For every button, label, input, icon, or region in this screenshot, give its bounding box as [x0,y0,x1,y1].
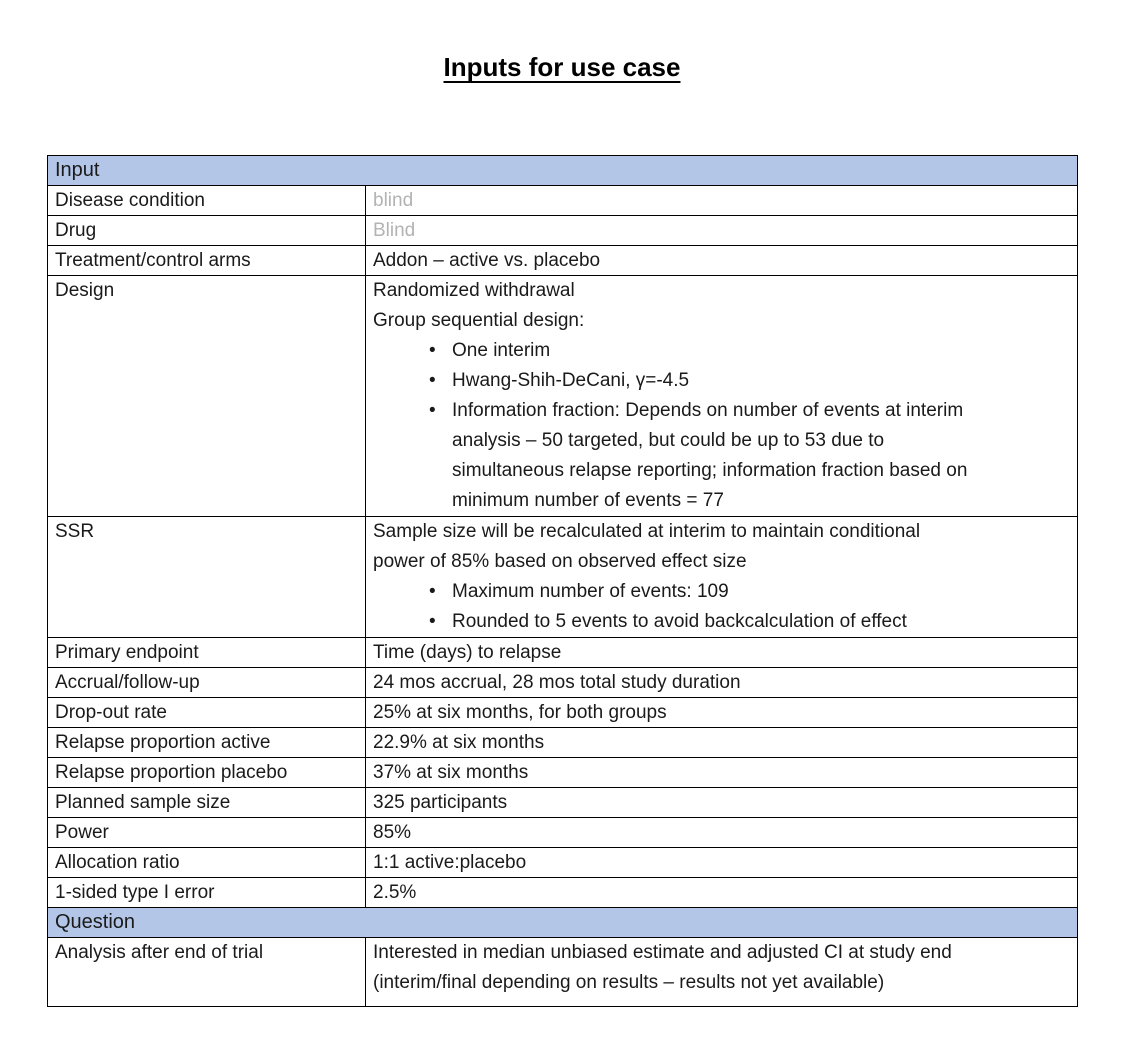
row-label: Planned sample size [48,788,366,818]
row-label: Allocation ratio [48,848,366,878]
row-value [366,938,1078,1007]
bullet-line: simultaneous relapse reporting; information fraction based on [452,460,968,481]
bullet-item [373,396,1071,516]
answer-line: (interim/final depending on results – results not yet available) [373,972,885,993]
row-value: 85% [366,818,1078,848]
ssr-line: Sample size will be recalculated at interim to maintain conditional [373,521,921,542]
section-header-input: Input [48,156,1078,186]
table-row [48,758,1078,788]
ssr-line: power of 85% based on observed effect size [373,551,747,572]
row-label: Treatment/control arms [48,246,366,276]
row-label: Power [48,818,366,848]
bullet-line: Rounded to 5 events to avoid backcalculation of effect [452,611,907,632]
section-header-row [48,908,1078,938]
table-row [48,186,1078,216]
bullet-line: analysis – 50 targeted, but could be up to 53 due to [452,430,885,451]
row-value: 25% at six months, for both groups [366,698,1078,728]
table-row [48,818,1078,848]
row-label: Disease condition [48,186,366,216]
design-line: Group sequential design: [373,310,585,331]
bullet-line: Hwang-Shih-DeCani, γ=-4.5 [452,370,690,391]
table-row [48,728,1078,758]
row-value: 37% at six months [366,758,1078,788]
table-row [48,216,1078,246]
bullet-line: minimum number of events = 77 [452,490,724,511]
table-row [48,246,1078,276]
design-line: Randomized withdrawal [373,280,575,301]
row-label: Drug [48,216,366,246]
row-value: blind [366,186,1078,216]
table-row [48,788,1078,818]
row-label: 1-sided type I error [48,878,366,908]
table-row [48,938,1078,1007]
table-row [48,668,1078,698]
bullet-item [373,336,1071,366]
row-value: 1:1 active:placebo [366,848,1078,878]
row-value: Time (days) to relapse [366,638,1078,668]
page-title [47,52,1077,83]
row-label: Accrual/follow-up [48,668,366,698]
bullet-icon: • [429,611,436,632]
row-label: Relapse proportion placebo [48,758,366,788]
section-header-row [48,156,1078,186]
bullet-line: One interim [452,340,551,361]
table-row [48,878,1078,908]
inputs-table [47,155,1078,1007]
row-value: 24 mos accrual, 28 mos total study duration [366,668,1078,698]
row-label: Drop-out rate [48,698,366,728]
table-row [48,517,1078,638]
row-value: Blind [366,216,1078,246]
row-label: Primary endpoint [48,638,366,668]
bullet-icon: • [429,581,436,602]
row-value: Addon – active vs. placebo [366,246,1078,276]
row-value [366,276,1078,517]
bullet-line: Maximum number of events: 109 [452,581,729,602]
table-row [48,638,1078,668]
section-header-question: Question [48,908,1078,938]
row-value [366,517,1078,638]
row-label: Analysis after end of trial [48,938,366,1007]
row-label: SSR [48,517,366,638]
table-row [48,276,1078,517]
row-label: Relapse proportion active [48,728,366,758]
bullet-item [373,366,1071,396]
row-value: 2.5% [366,878,1078,908]
table-row [48,698,1078,728]
row-value: 22.9% at six months [366,728,1078,758]
bullet-item [373,577,1071,607]
bullet-item [373,607,1071,637]
page-title-text: Inputs for use case [443,52,681,82]
row-value: 325 participants [366,788,1078,818]
bullet-icon: • [429,340,436,361]
bullet-line: Information fraction: Depends on number of events at interim [452,400,964,421]
bullet-icon: • [429,370,436,391]
bullet-icon: • [429,400,436,421]
table-row [48,848,1078,878]
row-label: Design [48,276,366,517]
answer-line: Interested in median unbiased estimate and adjusted CI at study end [373,942,952,963]
